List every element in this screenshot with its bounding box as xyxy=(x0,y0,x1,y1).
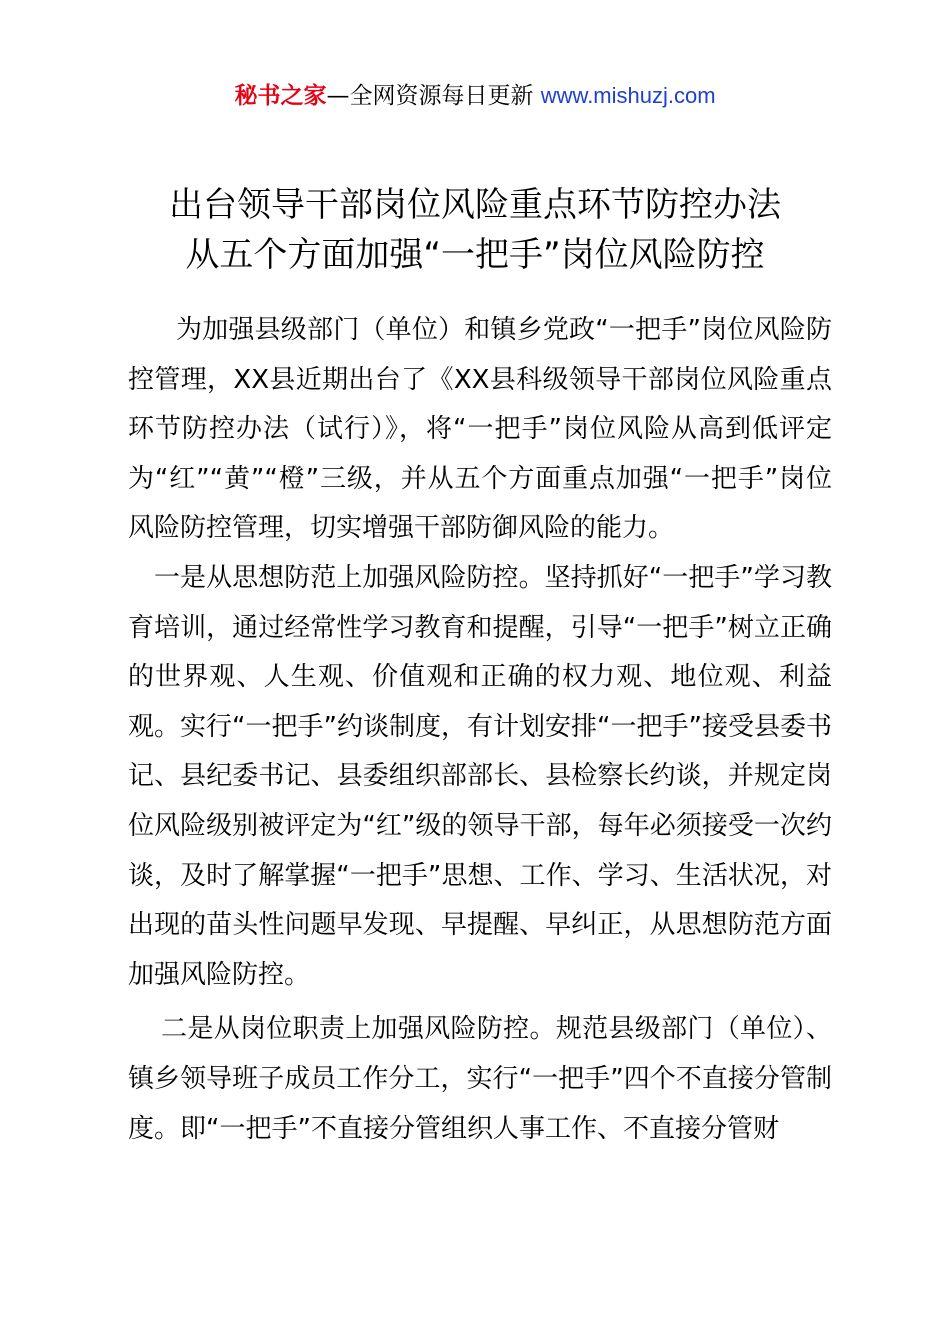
title-line-1: 出台领导干部岗位风险重点环节防控办法 xyxy=(169,185,781,225)
document-title xyxy=(0,180,950,280)
paragraph-point-two: 二是从岗位职责上加强风险防控。规范县级部门（单位）、镇乡领导班子成员工作分工，实行“一把手”四个不直接分管制度。即“一把手”不直接分管组织人事工作、不直接分管财 xyxy=(128,1014,832,1144)
site-header xyxy=(0,80,950,112)
site-tagline: —全网资源每日更新 xyxy=(326,83,534,109)
title-line-2: 从五个方面加强“一把手”岗位风险防控 xyxy=(185,235,765,275)
site-url-link[interactable]: www.mishuzj.com xyxy=(540,83,716,108)
paragraph-intro: 为加强县级部门（单位）和镇乡党政“一把手”岗位风险防控管理，XX县近期出台了《XX县科级领导干部岗位风险重点环节防控办法（试行）》，将“一把手”岗位风险从高到低评定为“红”“黄”“橙”三级，并从五个方面重点加强“一把手”岗位风险防控管理，切实增强干部防御风险的能力。 xyxy=(128,315,832,544)
document-body xyxy=(128,306,832,1154)
site-brand: 秘书之家 xyxy=(234,83,327,109)
paragraph-point-one: 一是从思想防范上加强风险防控。坚持抓好“一把手”学习教育培训，通过经常性学习教育和提醒，引导“一把手”树立正确的世界观、人生观、价值观和正确的权力观、地位观、利益观。实行“一把手”约谈制度，有计划安排“一把手”接受县委书记、县纪委书记、县委组织部部长、县检察长约谈，并规定岗位风险级别被评定为“红”级的领导干部，每年必须接受一次约谈，及时了解掌握“一把手”思想、工作、学习、生活状况，对出现的苗头性问题早发现、早提醒、早纠正，从思想防范方面加强风险防控。 xyxy=(128,562,832,990)
